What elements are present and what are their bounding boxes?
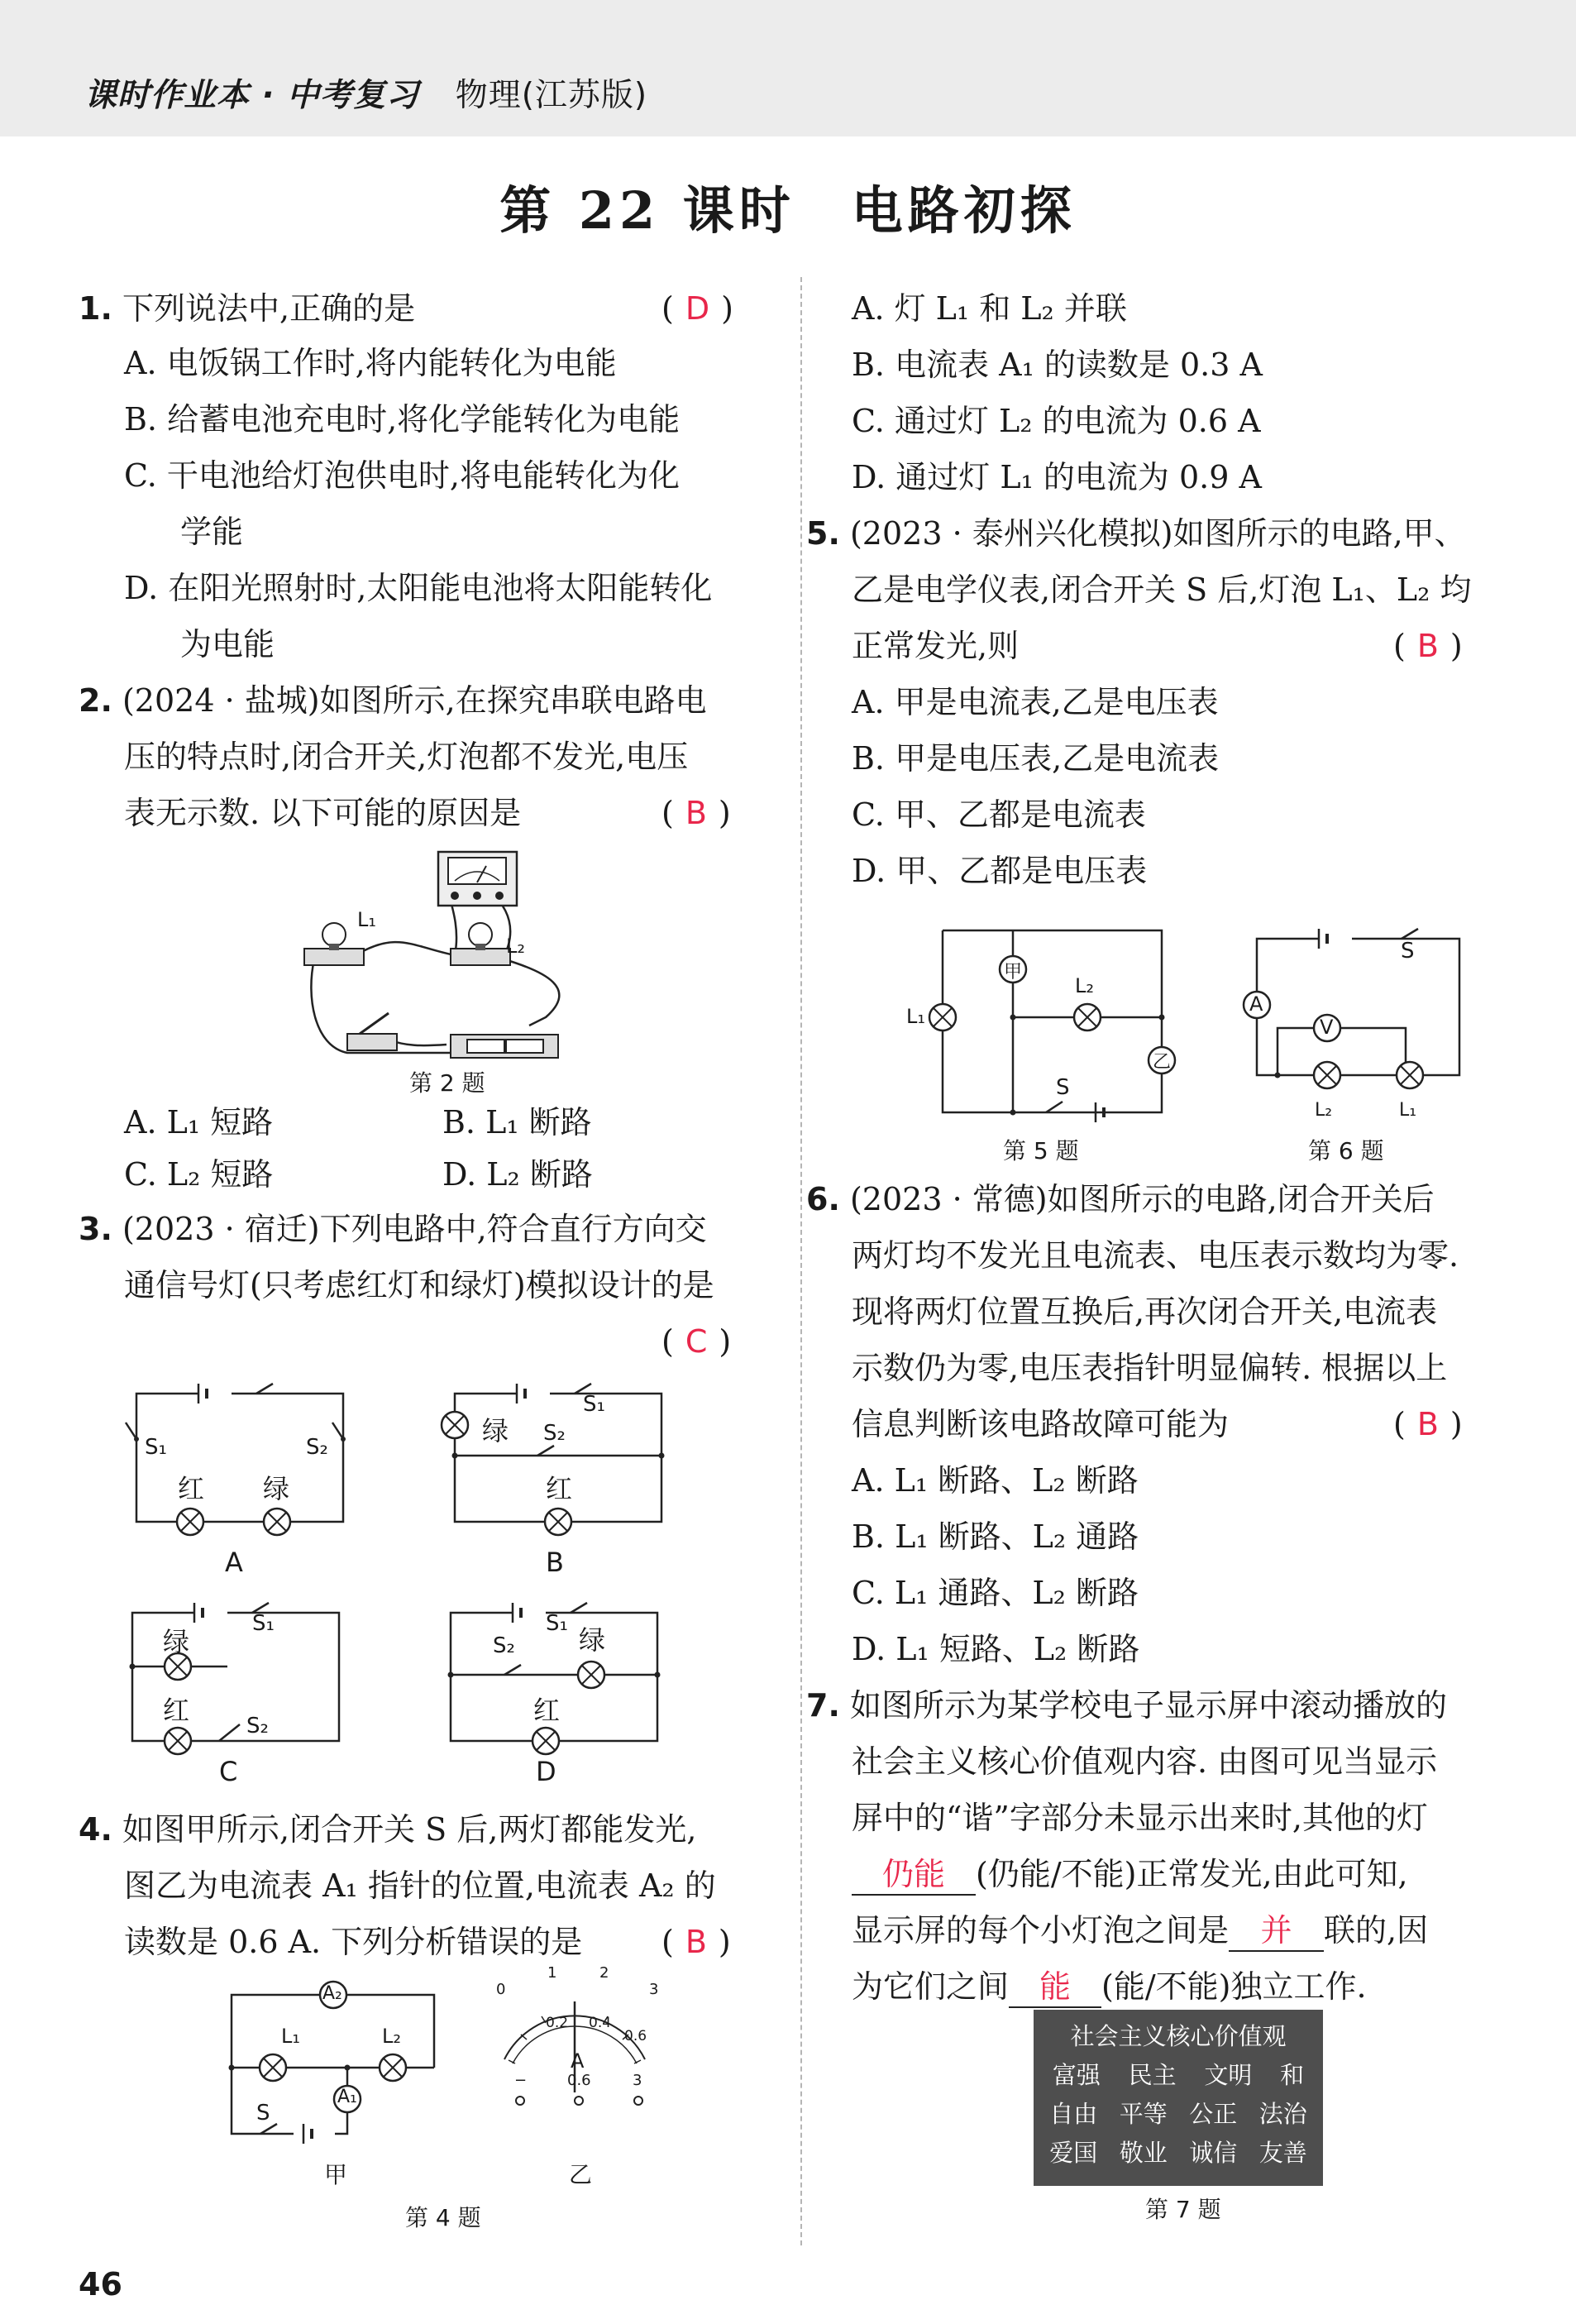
q7-pre2: 显示屏的每个小灯泡之间是 — [852, 1912, 1230, 1949]
q3d-s1-label: S₁ — [546, 1611, 568, 1636]
q5-answer-value: B — [1416, 628, 1439, 664]
q7-line3: 屏中的“谐”字部分未显示出来时,其他的灯 — [852, 1800, 1428, 1836]
q5-caption: 第 5 题 — [1003, 1137, 1079, 1164]
q3c-s1-label: S₁ — [252, 1611, 275, 1636]
q4-scale-0: 0 — [496, 1981, 506, 1998]
q4-l1-label: L₁ — [281, 2025, 300, 2048]
lesson-title: 第 22 课时 电路初探 — [499, 180, 1077, 241]
q7-line5 — [852, 1910, 1428, 1952]
q3b-red-label: 红 — [546, 1473, 573, 1504]
q3-fig-d-label: D — [536, 1756, 556, 1787]
q3-fig-a-label: A — [225, 1547, 243, 1578]
board-row-3 — [1034, 2135, 1323, 2169]
q3d-green-label: 绿 — [579, 1624, 606, 1656]
q2-line1 — [79, 681, 707, 720]
q4-terminal-neg: − — [514, 2072, 528, 2089]
q3-circuit-a — [132, 1377, 347, 1542]
q4-l2-label: L₂ — [382, 2025, 401, 2048]
q6-line1-text: (2023 · 常德)如图所示的电路,闭合开关后 — [849, 1181, 1435, 1217]
q3-line1-text: (2023 · 宿迁)下列电路中,符合直行方向交 — [122, 1211, 707, 1247]
q6-answer: ( B ) — [1393, 1406, 1463, 1442]
q5-line1 — [806, 514, 1466, 553]
board-cell: 友善 — [1258, 2139, 1307, 2167]
q6-line1 — [806, 1179, 1435, 1219]
subject-label: 物理(江苏版) — [455, 77, 648, 114]
q7-line6 — [852, 1967, 1367, 2008]
q5-s-label: S — [1056, 1075, 1070, 1100]
q4-option-d: D. 通过灯 L₁ 的电流为 0.9 A — [852, 459, 1262, 495]
q5-option-a: A. 甲是电流表,乙是电压表 — [852, 684, 1219, 720]
q3-circuit-c — [128, 1600, 343, 1766]
q3-fig-c-label: C — [219, 1756, 238, 1787]
q6-option-d: D. L₁ 短路、L₂ 断路 — [852, 1631, 1140, 1667]
q6-l1-label: L₁ — [1399, 1100, 1417, 1121]
q6-circuit-figure — [1253, 930, 1464, 1108]
page-number: 46 — [79, 2266, 122, 2302]
q4-scale-3: 3 — [649, 1981, 659, 1998]
q5-option-b: B. 甲是电压表,乙是电流表 — [852, 740, 1220, 777]
q4-s-label: S — [256, 2101, 270, 2126]
q6-s-label: S — [1401, 939, 1415, 964]
q6-l2-label: L₂ — [1315, 1100, 1333, 1121]
q7-blank3: 能 — [1009, 1967, 1101, 2008]
q2-answer-value: B — [685, 795, 707, 831]
q2-option-c: C. L₂ 短路 — [124, 1156, 274, 1193]
q3a-s1-label: S₁ — [145, 1435, 167, 1460]
q3-answer: ( C ) — [661, 1323, 732, 1360]
q4-line1-text: 如图甲所示,闭合开关 S 后,两灯都能发光, — [122, 1811, 697, 1848]
q6-option-b: B. L₁ 断路、L₂ 通路 — [852, 1518, 1139, 1555]
q1-option-d: D. 在阳光照射时,太阳能电池将太阳能转化 — [124, 570, 713, 606]
q1-answer-value: D — [685, 290, 710, 327]
q6-v-label: V — [1320, 1016, 1334, 1039]
q4-scale-b3: 0.6 — [624, 2028, 647, 2044]
q5-option-d: D. 甲、乙都是电压表 — [852, 853, 1148, 889]
q4-scale-b1: 0.2 — [546, 2015, 569, 2031]
q5-line2: 乙是电学仪表,闭合开关 S 后,灯泡 L₁、L₂ 均 — [852, 571, 1472, 608]
header-band — [0, 0, 1576, 136]
board-cell: 富强 — [1052, 2061, 1101, 2089]
q1-option-d-cont: 为电能 — [180, 626, 275, 662]
board-cell: 平等 — [1119, 2100, 1168, 2128]
q2-answer: ( B ) — [661, 795, 731, 831]
q7-after3: (能/不能)独立工作. — [1101, 1968, 1367, 2005]
q2-caption: 第 2 题 — [409, 1069, 485, 1097]
q4-sub-yi: 乙 — [569, 2161, 593, 2188]
q4-option-c: C. 通过灯 L₂ 的电流为 0.6 A — [852, 403, 1261, 439]
q4-number: 4. — [79, 1811, 112, 1848]
board-cell: 爱国 — [1049, 2139, 1098, 2167]
q7-display-board — [1034, 2010, 1323, 2186]
q2-circuit-figure — [298, 848, 612, 1063]
q3-fig-b-label: B — [546, 1547, 564, 1578]
q3d-s2-label: S₂ — [493, 1633, 515, 1658]
q3a-s2-label: S₂ — [306, 1435, 328, 1460]
q2-number: 2. — [79, 682, 112, 719]
q6-number: 6. — [806, 1181, 840, 1217]
q5-option-c: C. 甲、乙都是电流表 — [852, 796, 1146, 833]
board-cell: 文明 — [1204, 2061, 1253, 2089]
q6-line2: 两灯均不发光且电流表、电压表示数均为零. — [852, 1237, 1459, 1274]
q4-a2-label: A₂ — [322, 1983, 342, 2004]
q2-option-d: D. L₂ 断路 — [442, 1156, 593, 1193]
q2-line3: 表无示数. 以下可能的原因是 — [124, 795, 522, 831]
column-divider — [800, 277, 802, 2245]
q1-stem — [79, 289, 415, 328]
board-row-2 — [1034, 2096, 1323, 2130]
q1-option-c: C. 干电池给灯泡供电时,将电能转化为化 — [124, 457, 680, 494]
q6-line4: 示数仍为零,电压表指针明显偏转. 根据以上 — [852, 1350, 1448, 1386]
q4-meter-letter: A — [571, 2049, 585, 2073]
q3a-red-label: 红 — [178, 1473, 205, 1504]
q4-answer-value: B — [685, 1924, 707, 1960]
q3a-green-label: 绿 — [263, 1473, 290, 1504]
q7-blank1: 仍能 — [852, 1854, 976, 1896]
q5-circuit-figure — [938, 926, 1166, 1117]
q7-line2: 社会主义核心价值观内容. 由图可见当显示 — [852, 1743, 1438, 1780]
q4-scale-1: 1 — [547, 1964, 557, 1982]
q4-answer: ( B ) — [661, 1924, 731, 1960]
q4-a1-label: A₁ — [337, 2087, 357, 2107]
q3c-red-label: 红 — [163, 1695, 190, 1726]
q7-line4 — [852, 1854, 1408, 1896]
board-cell: 自由 — [1049, 2100, 1098, 2128]
series-label: 课时作业本 · 中考复习 — [84, 77, 419, 114]
q6-answer-value: B — [1416, 1406, 1439, 1442]
q4-scale-2: 2 — [599, 1964, 609, 1982]
q1-option-a: A. 电饭锅工作时,将内能转化为电能 — [124, 345, 617, 381]
q6-line3: 现将两灯位置互换后,再次闭合开关,电流表 — [852, 1294, 1438, 1330]
board-title: 社会主义核心价值观 — [1070, 2022, 1287, 2050]
q1-option-b: B. 给蓄电池充电时,将化学能转化为电能 — [124, 401, 681, 438]
q6-option-a: A. L₁ 断路、L₂ 断路 — [852, 1462, 1139, 1499]
q3-line2: 通信号灯(只考虑红灯和绿灯)模拟设计的是 — [124, 1267, 714, 1303]
q4-scale-b2: 0.4 — [589, 2015, 612, 2031]
q7-blank2: 并 — [1229, 1910, 1324, 1952]
q3c-green-label: 绿 — [163, 1626, 190, 1657]
q4-caption: 第 4 题 — [405, 2204, 481, 2231]
board-cell: 和 — [1280, 2061, 1305, 2089]
q1-answer: ( D ) — [661, 290, 733, 327]
q5-l2-label: L₂ — [1075, 974, 1094, 997]
q2-lamp2-label: L₂ — [506, 935, 525, 958]
q2-lamp1-label: L₁ — [357, 908, 376, 931]
q4-terminals — [513, 2092, 645, 2109]
q2-option-a: A. L₁ 短路 — [124, 1104, 274, 1140]
q3b-s2-label: S₂ — [543, 1421, 566, 1446]
board-cell: 公正 — [1189, 2100, 1238, 2128]
q7-after2: 联的,因 — [1324, 1912, 1429, 1949]
q5-yi-label: 乙 — [1153, 1052, 1172, 1073]
q5-jia-label: 甲 — [1004, 962, 1023, 983]
q7-pre3: 为它们之间 — [852, 1968, 1010, 2005]
q5-number: 5. — [806, 515, 840, 552]
q3-answer-value: C — [685, 1323, 708, 1360]
board-cell: 诚信 — [1189, 2139, 1238, 2167]
q2-line1-text: (2024 · 盐城)如图所示,在探究串联电路电 — [122, 682, 707, 719]
q7-after1: (仍能/不能)正常发光,由此可知, — [976, 1856, 1408, 1892]
q3c-s2-label: S₂ — [246, 1714, 269, 1738]
q2-option-b: B. L₁ 断路 — [442, 1104, 592, 1140]
q7-line1 — [806, 1686, 1447, 1725]
q3d-red-label: 红 — [533, 1695, 561, 1726]
q7-number: 7. — [806, 1687, 840, 1724]
q5-l1-label: L₁ — [906, 1005, 925, 1028]
q7-line1-text: 如图所示为某学校电子显示屏中滚动播放的 — [849, 1687, 1447, 1724]
q6-a-label: A — [1249, 992, 1263, 1016]
q6-line5: 信息判断该电路故障可能为 — [852, 1406, 1230, 1442]
q6-caption: 第 6 题 — [1308, 1137, 1384, 1164]
q5-line3: 正常发光,则 — [852, 628, 1020, 664]
q4-terminal-06: 0.6 — [567, 2072, 591, 2089]
board-cell: 民主 — [1128, 2061, 1177, 2089]
q3-number: 3. — [79, 1211, 112, 1247]
q5-answer: ( B ) — [1393, 628, 1463, 664]
q4-option-b: B. 电流表 A₁ 的读数是 0.3 A — [852, 347, 1263, 383]
q6-option-c: C. L₁ 通路、L₂ 断路 — [852, 1575, 1139, 1611]
q4-terminal-3: 3 — [633, 2072, 642, 2089]
q4-sub-jia: 甲 — [324, 2161, 348, 2188]
board-row-1 — [1034, 2057, 1323, 2091]
q5-line1-text: (2023 · 泰州兴化模拟)如图所示的电路,甲、 — [849, 515, 1466, 552]
q3-circuit-b — [451, 1377, 666, 1542]
q4-line1 — [79, 1810, 696, 1849]
q4-line2: 图乙为电流表 A₁ 指针的位置,电流表 A₂ 的 — [124, 1867, 716, 1904]
board-cell: 敬业 — [1119, 2139, 1168, 2167]
q2-line2: 压的特点时,闭合开关,灯泡都不发光,电压 — [124, 739, 689, 775]
q1-number: 1. — [79, 290, 112, 327]
q3b-s1-label: S₁ — [583, 1392, 605, 1417]
book-series — [84, 69, 647, 116]
q4-line3: 读数是 0.6 A. 下列分析错误的是 — [124, 1924, 583, 1960]
q3-line1 — [79, 1209, 707, 1249]
q1-stem-text: 下列说法中,正确的是 — [122, 290, 416, 327]
board-cell: 法治 — [1258, 2100, 1307, 2128]
q3b-green-label: 绿 — [482, 1415, 509, 1447]
q1-option-c-cont: 学能 — [180, 514, 244, 550]
q7-caption: 第 7 题 — [1145, 2196, 1221, 2223]
q4-option-a: A. 灯 L₁ 和 L₂ 并联 — [852, 290, 1127, 327]
